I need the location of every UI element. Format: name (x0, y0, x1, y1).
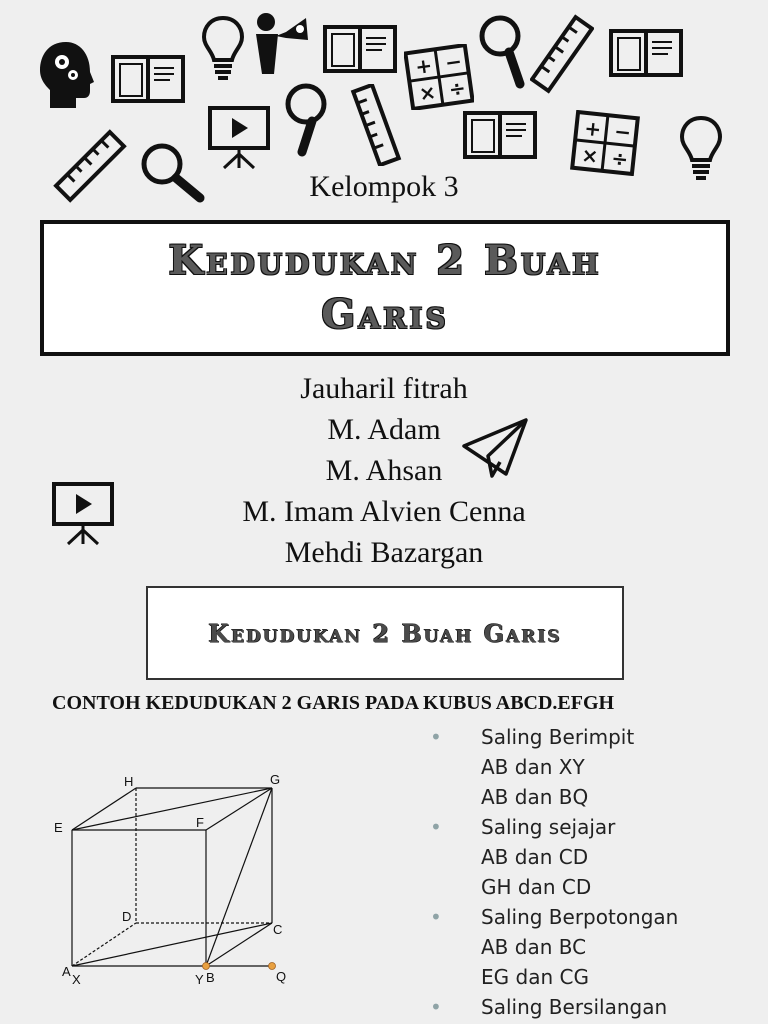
vertex-label: X (72, 972, 81, 987)
vertex-label: F (196, 815, 204, 830)
point-b-marker (203, 963, 210, 970)
title-box (40, 220, 730, 356)
svg-text:÷: ÷ (447, 75, 468, 102)
line-pair: AB dan BQ (481, 785, 589, 809)
svg-text:−: − (613, 118, 633, 145)
svg-text:+: + (583, 115, 603, 142)
vertex-label: C (273, 922, 283, 937)
book-icon (462, 108, 538, 162)
lightbulb-icon (200, 14, 246, 84)
line-pair: EG dan CG (481, 965, 589, 989)
category-item: • Saling Berimpit (430, 722, 678, 752)
category-item: • Saling Bersilangan (430, 992, 678, 1022)
member-name: M. Imam Alvien Cenna (242, 495, 526, 528)
head-gears-icon (36, 40, 96, 110)
vertex-label: Q (276, 969, 287, 984)
book-icon (322, 22, 398, 76)
ruler-icon (530, 14, 594, 94)
line-pair: GH dan CD (481, 875, 592, 899)
vertex-label: G (270, 772, 281, 787)
relationship-list (430, 722, 678, 1022)
magnifier-icon (282, 80, 338, 160)
book-icon (110, 52, 186, 106)
svg-text:−: − (443, 48, 464, 75)
category-item: • Saling Berpotongan (430, 902, 678, 932)
category-item: • Saling sejajar (430, 812, 678, 842)
line-pair: AB dan XY (481, 755, 585, 779)
svg-text:×: × (580, 142, 600, 169)
vertex-label: B (206, 970, 215, 985)
member-name: Mehdi Bazargan (284, 536, 484, 569)
member-name: M. Adam (327, 413, 441, 446)
subtitle: Kedudukan 2 Buah Garis (208, 618, 562, 648)
svg-text:+: + (413, 52, 434, 80)
ruler-icon (346, 84, 406, 166)
member-name: M. Ahsan (325, 454, 443, 487)
presentation-board-icon (204, 104, 274, 170)
vertex-label: D (122, 909, 132, 924)
page-title: Kedudukan 2 Buah Garis (168, 237, 602, 338)
subtitle-box (146, 586, 624, 680)
line-pair: AB dan BC (481, 935, 587, 959)
line-pair: AB dan CD (481, 845, 589, 869)
vertex-label: H (124, 774, 134, 789)
svg-text:÷: ÷ (610, 145, 630, 172)
calculator-icon (404, 44, 474, 110)
group-label: Kelompok 3 (309, 170, 459, 203)
book-icon (608, 26, 684, 80)
example-heading: CONTOH KEDUDUKAN 2 GARIS PADA KUBUS ABCD.EFGH (52, 692, 615, 714)
cube-diagram (40, 760, 310, 990)
svg-text:×: × (417, 79, 438, 106)
point-q-marker (269, 963, 276, 970)
vertex-label: E (54, 820, 63, 835)
megaphone-person-icon (252, 10, 312, 76)
calculator-icon (570, 110, 640, 176)
member-name: Jauharil fitrah (300, 372, 468, 405)
vertex-label: Y (195, 972, 204, 987)
vertex-label: A (62, 964, 71, 979)
magnifier-icon (476, 12, 532, 92)
member-list (0, 368, 768, 573)
